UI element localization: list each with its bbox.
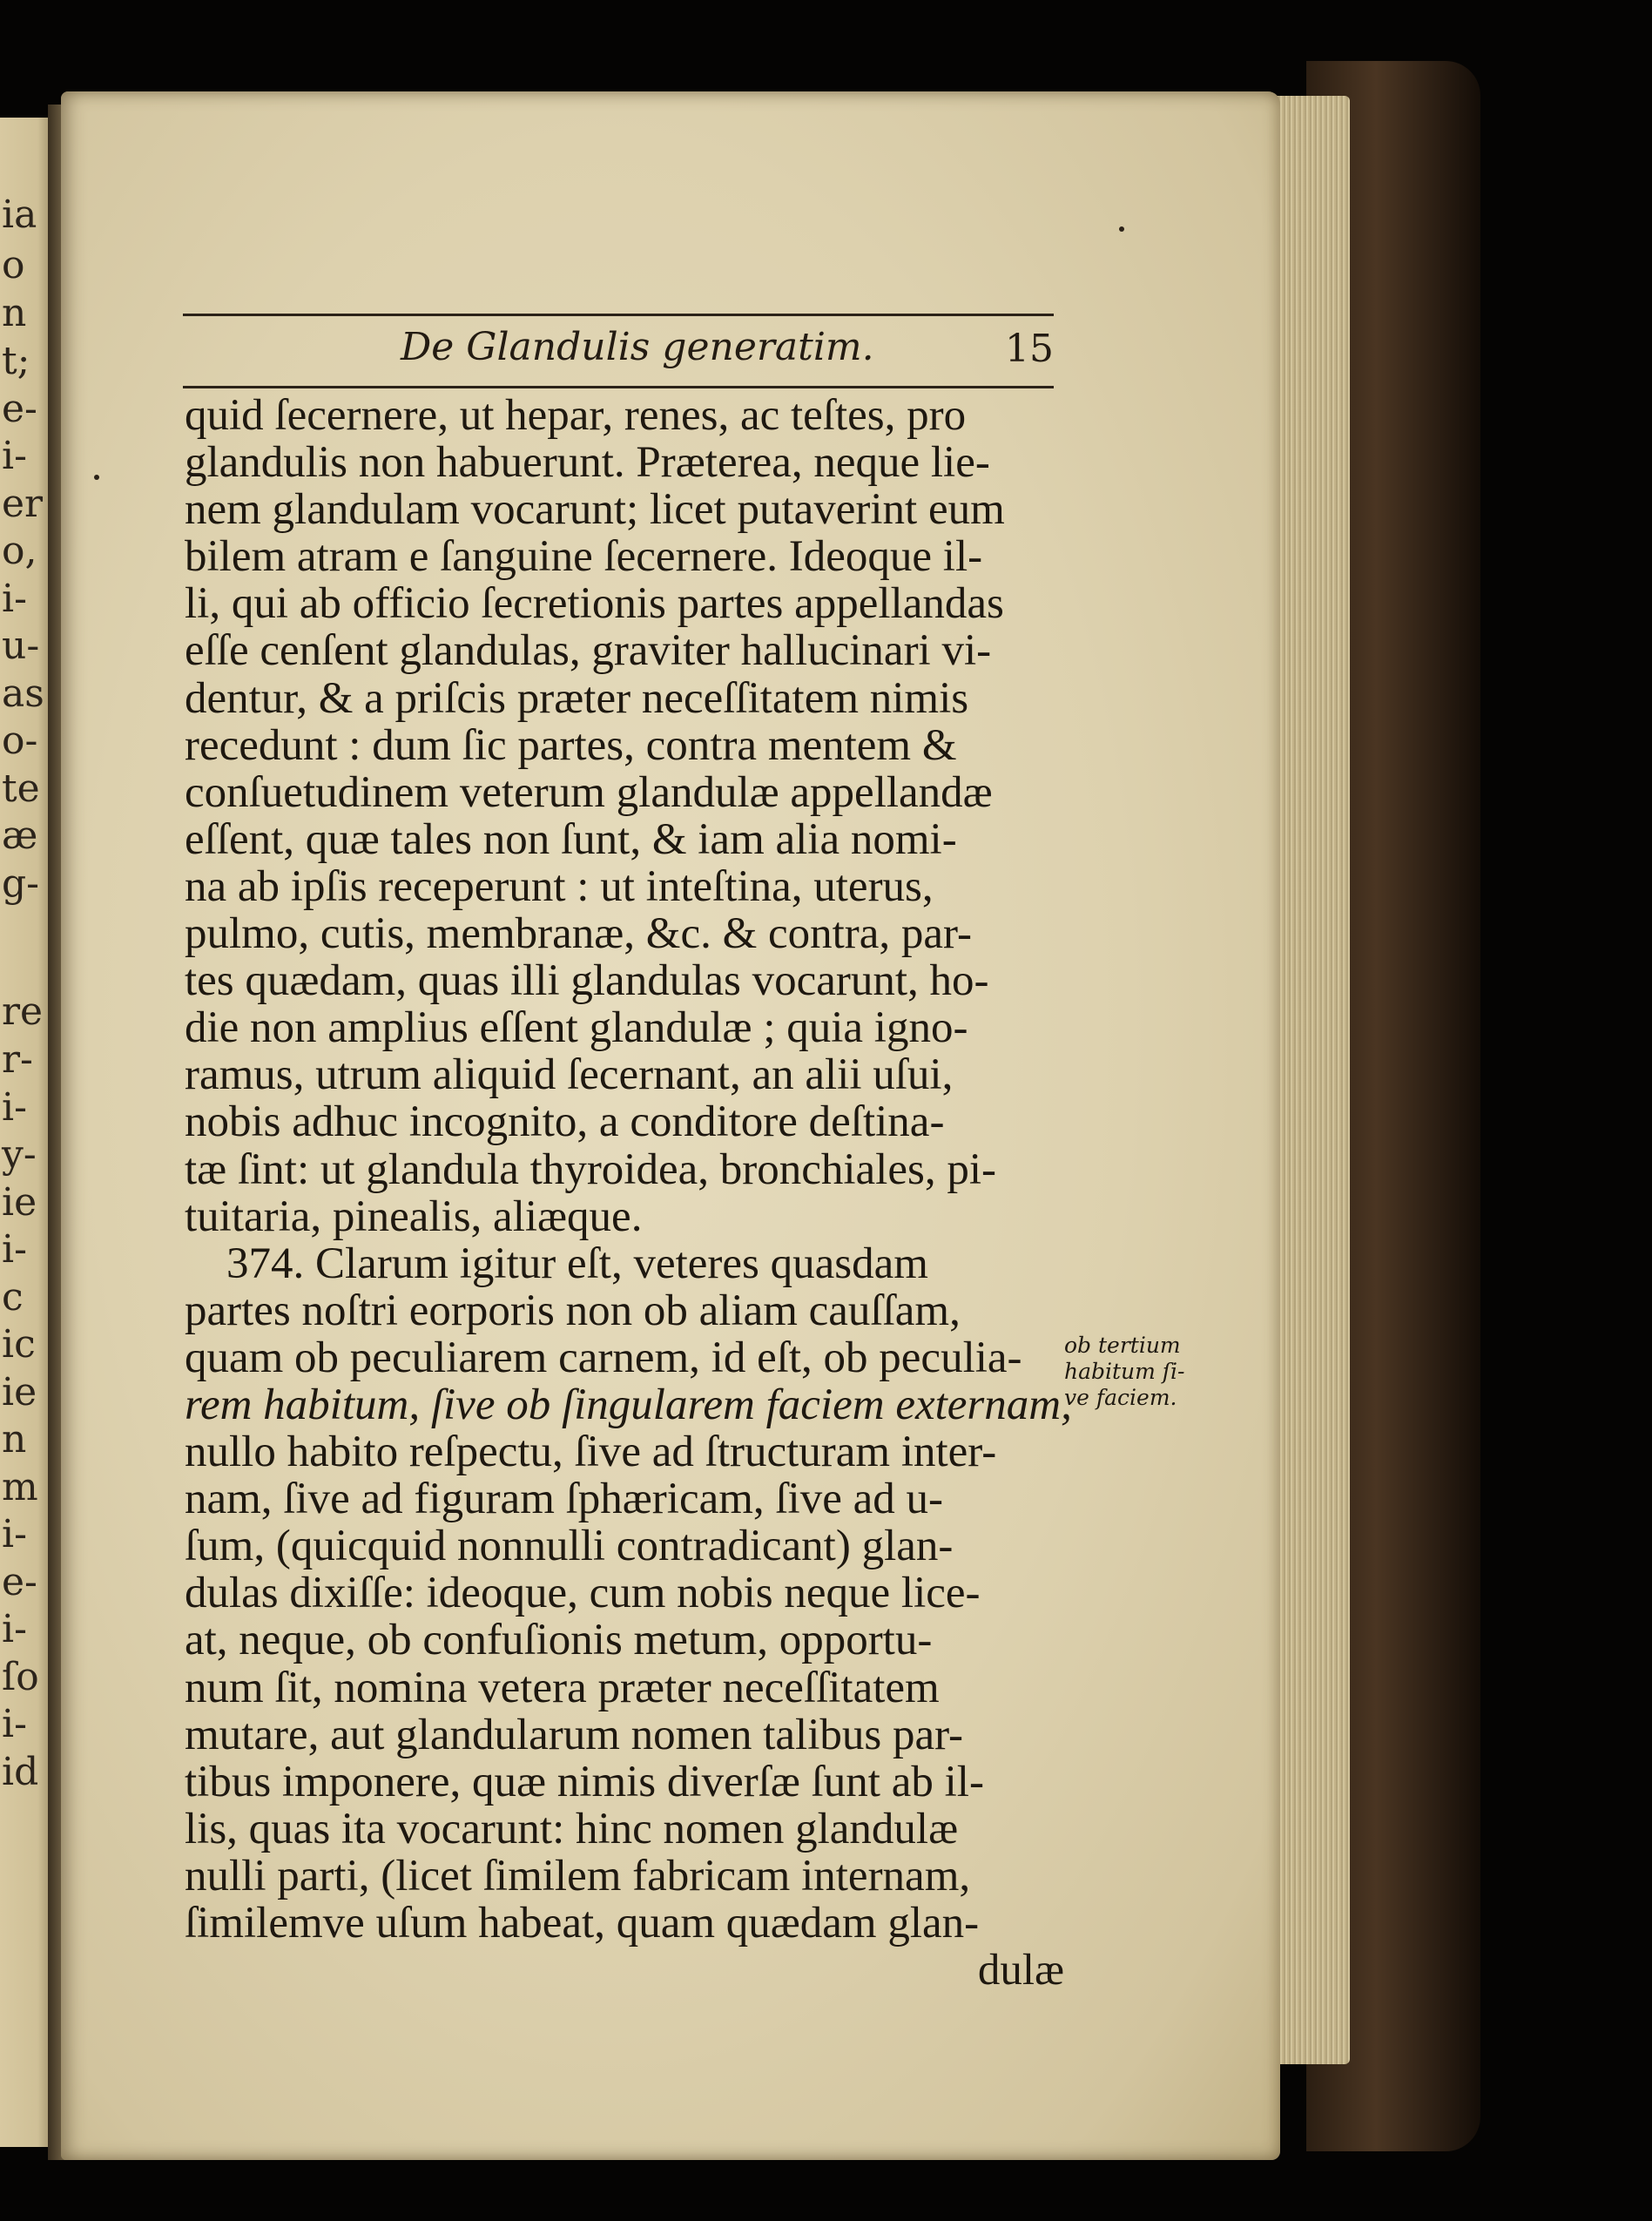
- text-line: at, neque, ob confuſionis metum, opportu-: [185, 1616, 933, 1665]
- left-fragment: æ: [2, 813, 38, 858]
- text-line: nulli parti, (licet ſimilem fabricam internam,: [185, 1851, 971, 1900]
- text-line: nam, ſive ad figuram ſphæricam, ſive ad u-: [185, 1475, 943, 1524]
- left-fragment: re: [2, 989, 44, 1034]
- text-line: eſſe cenſent glandulas, graviter hallucinari vi-: [185, 626, 992, 676]
- left-fragment: ie: [2, 1180, 37, 1225]
- left-fragment: t;: [2, 339, 30, 383]
- margin-note-line: ob tertium: [1064, 1333, 1181, 1358]
- left-fragment: i-: [2, 1512, 27, 1556]
- margin-note-line: habitum ſi-: [1064, 1359, 1185, 1384]
- text-line: num ſit, nomina vetera præter neceſſitatem: [185, 1663, 940, 1712]
- margin-note: [1064, 1333, 1221, 1411]
- text-line: rem habitum, ſive ob ſingularem faciem externam,: [185, 1380, 1072, 1429]
- text-line: eſſent, quæ tales non ſunt, & iam alia nomi-: [185, 814, 957, 864]
- text-line: ſimilemve uſum habeat, quam quædam glan-: [185, 1899, 980, 1948]
- left-fragment: i-: [2, 1607, 27, 1651]
- text-line: dentur, & a priſcis præter neceſſitatem nimis: [185, 673, 969, 723]
- text-line: nullo habito reſpectu, ſive ad ſtructuram inter-: [185, 1428, 997, 1477]
- text-line: lis, quas ita vocarunt: hinc nomen glandulæ: [185, 1804, 959, 1853]
- text-line: dulas dixiſſe: ideoque, cum nobis neque lice-: [185, 1569, 981, 1618]
- left-fragment: y-: [2, 1132, 37, 1177]
- left-fragment: as: [2, 672, 44, 716]
- running-head-title: De Glandulis generatim.: [401, 325, 874, 369]
- text-line: die non amplius eſſent glandulæ ; quia igno-: [185, 1003, 968, 1053]
- text-line: nem glandulam vocarunt; licet putaverint eum: [185, 485, 1005, 535]
- text-line: partes noſtri eorporis non ob aliam cauſſam,: [185, 1286, 961, 1335]
- paragraph-start-line: 374. Clarum igitur eſt, veteres quasdam: [226, 1239, 928, 1288]
- text-line: quam ob peculiarem carnem, id eſt, ob peculia-: [185, 1333, 1022, 1382]
- text-line: bilem atram e ſanguine ſecernere. Ideoque il-: [185, 532, 983, 582]
- text-line: nobis adhuc incognito, a conditore deſtina-: [185, 1097, 945, 1147]
- text-line: li, qui ab officio ſecretionis partes appellandas: [185, 579, 1004, 629]
- text-line: na ab ipſis receperunt : ut inteſtina, uterus,: [185, 861, 934, 911]
- text-line: tuitaria, pinealis, aliæque.: [185, 1192, 643, 1241]
- text-line: conſuetudinem veterum glandulæ appellandæ: [185, 767, 993, 817]
- left-fragment: i-: [2, 1085, 27, 1130]
- page-number: 15: [1005, 327, 1054, 371]
- book-page: [61, 91, 1280, 2160]
- left-fragment: ſo: [2, 1655, 39, 1699]
- margin-note-line: ve faciem.: [1064, 1385, 1177, 1410]
- left-fragment: r-: [2, 1037, 33, 1082]
- running-head: [183, 314, 1054, 388]
- paper-speck: [1119, 226, 1124, 232]
- left-fragment: m: [2, 1465, 38, 1509]
- left-fragment: u-: [2, 624, 40, 668]
- left-fragment: ia: [2, 192, 37, 237]
- text-line: pulmo, cutis, membranæ, &c. & contra, par-: [185, 909, 973, 959]
- left-fragment: ie: [2, 1370, 37, 1414]
- left-fragment: er: [2, 482, 44, 526]
- text-line: ramus, utrum aliquid ſecernant, an alii uſui,: [185, 1050, 954, 1100]
- text-line: ſum, (quicquid nonnulli contradicant) glan-: [185, 1522, 954, 1571]
- text-line: recedunt : dum ſic partes, contra mentem &: [185, 720, 957, 770]
- text-line: tæ ſint: ut glandula thyroidea, bronchiales, pi-: [185, 1144, 996, 1194]
- left-fragment: o,: [2, 529, 37, 573]
- left-fragment: ic: [2, 1322, 36, 1367]
- text-line: tes quædam, quas illi glandulas vocarunt, ho-: [185, 956, 989, 1006]
- text-line: quid ſecernere, ut hepar, renes, ac teſtes, pro: [185, 391, 967, 440]
- left-fragment: id: [2, 1750, 39, 1794]
- left-fragment: i-: [2, 1702, 27, 1746]
- left-fragment: i-: [2, 1227, 27, 1272]
- left-fragment: c: [2, 1275, 24, 1320]
- left-fragment: e-: [2, 1560, 37, 1604]
- text-line: mutare, aut glandularum nomen talibus par-: [185, 1710, 964, 1759]
- text-line: glandulis non habuerunt. Præterea, neque lie-: [185, 438, 990, 488]
- left-fragment: i-: [2, 434, 27, 478]
- paper-speck: [94, 475, 99, 480]
- catchword: dulæ: [977, 1946, 1064, 1995]
- left-fragment: te: [2, 766, 40, 811]
- left-fragment: g-: [2, 861, 40, 906]
- left-fragment: e-: [2, 387, 37, 431]
- left-fragment: n: [2, 1417, 27, 1462]
- left-fragment: n: [2, 291, 27, 335]
- left-fragment: o: [2, 243, 25, 287]
- left-fragment: o-: [2, 719, 38, 763]
- body-text: [185, 391, 1072, 1995]
- previous-page-fragment: [0, 118, 54, 2147]
- left-fragment: i-: [2, 577, 27, 621]
- text-line: tibus imponere, quæ nimis diverſæ ſunt ab il-: [185, 1757, 984, 1806]
